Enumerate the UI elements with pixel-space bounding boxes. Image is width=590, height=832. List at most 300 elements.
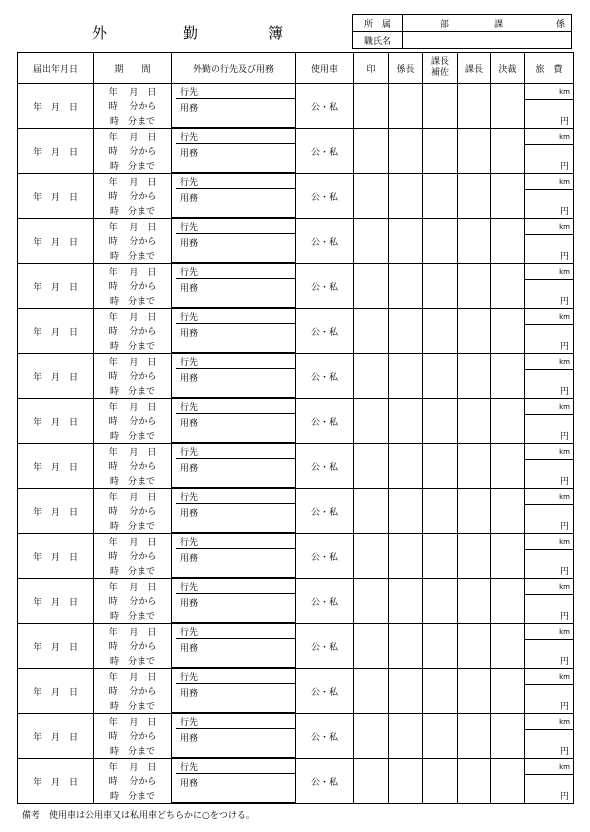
manager-cell[interactable]: [458, 714, 491, 759]
vehicle-cell[interactable]: 公・私: [296, 129, 354, 174]
period-cell[interactable]: [94, 444, 172, 489]
destination-label: 行先: [176, 174, 295, 189]
title-char-2: 勤: [183, 24, 199, 42]
purpose-label: 用務: [180, 689, 199, 699]
period-from: 時 分から: [108, 507, 157, 518]
travel-cell[interactable]: [525, 219, 574, 264]
destination-cell[interactable]: [172, 129, 296, 174]
vehicle-cell[interactable]: 公・私: [296, 84, 354, 129]
approval-cell[interactable]: [491, 264, 525, 309]
destination-label: 行先: [176, 624, 295, 639]
period-date: 年 月 日: [108, 313, 157, 324]
header-deputy: 課長補佐: [423, 53, 458, 84]
chief-cell[interactable]: [389, 219, 423, 264]
period-cell[interactable]: [94, 309, 172, 354]
seal-cell[interactable]: [354, 399, 389, 444]
manager-cell[interactable]: [458, 444, 491, 489]
yen-unit: 円: [559, 341, 569, 352]
km-unit: km: [525, 715, 573, 730]
affiliation-table: [352, 14, 572, 49]
period-from: 時 分から: [108, 327, 157, 338]
destination-cell[interactable]: [172, 84, 296, 129]
destination-cell[interactable]: [172, 489, 296, 534]
period-to: 時 分まで: [109, 386, 155, 397]
period-from: 時 分から: [108, 372, 157, 383]
deputy-cell[interactable]: [423, 624, 458, 669]
seal-cell[interactable]: [354, 219, 389, 264]
vehicle-cell[interactable]: 公・私: [296, 759, 354, 804]
period-cell[interactable]: [94, 264, 172, 309]
chief-cell[interactable]: [389, 759, 423, 804]
table-row: [18, 264, 574, 309]
km-unit: km: [525, 400, 573, 415]
approval-cell[interactable]: [491, 624, 525, 669]
table-row: [18, 219, 574, 264]
deputy-cell[interactable]: [423, 219, 458, 264]
title-char-3: 簿: [268, 24, 284, 42]
period-to: 時 分まで: [109, 701, 155, 712]
deputy-cell[interactable]: [423, 399, 458, 444]
chief-cell[interactable]: [389, 264, 423, 309]
period-date: 年 月 日: [108, 673, 157, 684]
date-cell[interactable]: 年 月 日: [18, 759, 94, 804]
table-row: [18, 759, 574, 804]
purpose-label: 用務: [180, 149, 199, 159]
km-unit: km: [525, 625, 573, 640]
purpose-label: 用務: [180, 464, 199, 474]
travel-cell[interactable]: [525, 579, 574, 624]
destination-cell[interactable]: [172, 624, 296, 669]
header-date: 届出年月日: [18, 53, 94, 84]
vehicle-cell[interactable]: 公・私: [296, 264, 354, 309]
approval-cell[interactable]: [491, 399, 525, 444]
table-row: [18, 399, 574, 444]
yen-unit: 円: [559, 791, 569, 802]
period-cell[interactable]: [94, 714, 172, 759]
travel-cell[interactable]: [525, 84, 574, 129]
manager-cell[interactable]: [458, 129, 491, 174]
destination-cell[interactable]: [172, 399, 296, 444]
destination-label: 行先: [176, 714, 295, 729]
chief-cell[interactable]: [389, 669, 423, 714]
seal-cell[interactable]: [354, 444, 389, 489]
approval-cell[interactable]: [491, 714, 525, 759]
travel-cell[interactable]: [525, 669, 574, 714]
date-cell[interactable]: 年 月 日: [18, 399, 94, 444]
date-cell[interactable]: 年 月 日: [18, 534, 94, 579]
period-cell[interactable]: [94, 129, 172, 174]
period-date: 年 月 日: [108, 538, 157, 549]
destination-cell[interactable]: [172, 174, 296, 219]
seal-cell[interactable]: [354, 489, 389, 534]
period-to: 時 分まで: [109, 476, 155, 487]
approval-cell[interactable]: [491, 219, 525, 264]
period-date: 年 月 日: [108, 178, 157, 189]
period-cell[interactable]: [94, 174, 172, 219]
period-date: 年 月 日: [108, 403, 157, 414]
purpose-label: 用務: [180, 104, 199, 114]
period-date: 年 月 日: [108, 718, 157, 729]
dept-label: 部: [403, 15, 459, 32]
yen-unit: 円: [559, 116, 569, 127]
chief-cell[interactable]: [389, 489, 423, 534]
seal-cell[interactable]: [354, 579, 389, 624]
vehicle-cell[interactable]: 公・私: [296, 489, 354, 534]
vehicle-cell[interactable]: 公・私: [296, 309, 354, 354]
deputy-cell[interactable]: [423, 489, 458, 534]
purpose-label: 用務: [180, 734, 199, 744]
period-cell[interactable]: [94, 354, 172, 399]
purpose-label: 用務: [180, 194, 199, 204]
manager-cell[interactable]: [458, 579, 491, 624]
date-cell[interactable]: 年 月 日: [18, 489, 94, 534]
destination-label: 行先: [176, 489, 295, 504]
period-cell[interactable]: [94, 669, 172, 714]
period-from: 時 分から: [108, 102, 157, 113]
chief-cell[interactable]: [389, 399, 423, 444]
period-cell[interactable]: [94, 489, 172, 534]
destination-cell[interactable]: [172, 714, 296, 759]
table-row: [18, 174, 574, 219]
unit-label: 係: [515, 15, 571, 32]
destination-cell[interactable]: [172, 534, 296, 579]
section-label: 課: [459, 15, 515, 32]
km-unit: km: [525, 85, 573, 100]
manager-cell[interactable]: [458, 309, 491, 354]
vehicle-cell[interactable]: 公・私: [296, 399, 354, 444]
period-to: 時 分まで: [109, 431, 155, 442]
period-cell[interactable]: [94, 624, 172, 669]
approval-cell[interactable]: [491, 579, 525, 624]
chief-cell[interactable]: [389, 624, 423, 669]
approval-cell[interactable]: [491, 669, 525, 714]
approval-cell[interactable]: [491, 489, 525, 534]
purpose-label: 用務: [180, 599, 199, 609]
seal-cell[interactable]: [354, 669, 389, 714]
destination-label: 行先: [176, 354, 295, 369]
approval-cell[interactable]: [491, 129, 525, 174]
chief-cell[interactable]: [389, 84, 423, 129]
seal-cell[interactable]: [354, 759, 389, 804]
header-seal: 印: [354, 53, 389, 84]
manager-cell[interactable]: [458, 174, 491, 219]
destination-label: 行先: [176, 669, 295, 684]
travel-cell[interactable]: [525, 354, 574, 399]
table-row: [18, 309, 574, 354]
period-date: 年 月 日: [108, 88, 157, 99]
vehicle-cell[interactable]: 公・私: [296, 714, 354, 759]
deputy-cell[interactable]: [423, 714, 458, 759]
period-to: 時 分まで: [109, 656, 155, 667]
km-unit: km: [525, 760, 573, 775]
date-cell[interactable]: 年 月 日: [18, 264, 94, 309]
period-to: 時 分まで: [109, 791, 155, 802]
approval-cell[interactable]: [491, 444, 525, 489]
table-row: [18, 354, 574, 399]
deputy-cell[interactable]: [423, 84, 458, 129]
deputy-cell[interactable]: [423, 309, 458, 354]
destination-label: 行先: [176, 84, 295, 99]
period-cell[interactable]: [94, 84, 172, 129]
travel-cell[interactable]: [525, 174, 574, 219]
seal-cell[interactable]: [354, 129, 389, 174]
header-manager: 課長: [458, 53, 491, 84]
seal-cell[interactable]: [354, 534, 389, 579]
approval-cell[interactable]: [491, 759, 525, 804]
yen-unit: 円: [559, 431, 569, 442]
seal-cell[interactable]: [354, 354, 389, 399]
km-unit: km: [525, 220, 573, 235]
purpose-label: 用務: [180, 554, 199, 564]
travel-cell[interactable]: [525, 264, 574, 309]
manager-cell[interactable]: [458, 219, 491, 264]
affiliation-label: 所 属: [353, 15, 403, 32]
footnote: 備考 使用車は公用車又は私用車どちらかに○をつける。: [22, 811, 255, 821]
deputy-cell[interactable]: [423, 534, 458, 579]
travel-cell[interactable]: [525, 624, 574, 669]
km-unit: km: [525, 310, 573, 325]
travel-cell[interactable]: [525, 534, 574, 579]
header-period: 期 間: [94, 53, 172, 84]
travel-cell[interactable]: [525, 759, 574, 804]
header-approval: 決裁: [491, 53, 525, 84]
chief-cell[interactable]: [389, 714, 423, 759]
travel-cell[interactable]: [525, 714, 574, 759]
title-char-1: 外: [92, 24, 108, 42]
date-cell[interactable]: 年 月 日: [18, 354, 94, 399]
manager-cell[interactable]: [458, 489, 491, 534]
period-date: 年 月 日: [108, 448, 157, 459]
km-unit: km: [525, 580, 573, 595]
yen-unit: 円: [559, 566, 569, 577]
km-unit: km: [525, 130, 573, 145]
destination-cell[interactable]: [172, 669, 296, 714]
purpose-label: 用務: [180, 644, 199, 654]
period-from: 時 分から: [108, 282, 157, 293]
km-unit: km: [525, 355, 573, 370]
yen-unit: 円: [559, 476, 569, 487]
manager-cell[interactable]: [458, 759, 491, 804]
date-cell[interactable]: 年 月 日: [18, 624, 94, 669]
purpose-label: 用務: [180, 239, 199, 249]
deputy-cell[interactable]: [423, 264, 458, 309]
seal-cell[interactable]: [354, 84, 389, 129]
deputy-cell[interactable]: [423, 759, 458, 804]
header-chief: 係長: [389, 53, 423, 84]
period-cell[interactable]: [94, 399, 172, 444]
destination-cell[interactable]: [172, 309, 296, 354]
date-cell[interactable]: 年 月 日: [18, 579, 94, 624]
chief-cell[interactable]: [389, 309, 423, 354]
destination-label: 行先: [176, 759, 295, 774]
period-cell[interactable]: [94, 759, 172, 804]
deputy-cell[interactable]: [423, 129, 458, 174]
approval-cell[interactable]: [491, 174, 525, 219]
destination-label: 行先: [176, 129, 295, 144]
table-row: [18, 579, 574, 624]
period-from: 時 分から: [108, 417, 157, 428]
date-cell[interactable]: 年 月 日: [18, 219, 94, 264]
deputy-cell[interactable]: [423, 174, 458, 219]
km-unit: km: [525, 670, 573, 685]
chief-cell[interactable]: [389, 174, 423, 219]
travel-cell[interactable]: [525, 489, 574, 534]
period-date: 年 月 日: [108, 763, 157, 774]
period-from: 時 分から: [108, 687, 157, 698]
vehicle-cell[interactable]: 公・私: [296, 354, 354, 399]
purpose-label: 用務: [180, 509, 199, 519]
km-unit: km: [525, 175, 573, 190]
date-cell[interactable]: 年 月 日: [18, 714, 94, 759]
yen-unit: 円: [559, 611, 569, 622]
date-cell[interactable]: 年 月 日: [18, 129, 94, 174]
period-to: 時 分まで: [109, 746, 155, 757]
period-cell[interactable]: [94, 579, 172, 624]
manager-cell[interactable]: [458, 669, 491, 714]
purpose-label: 用務: [180, 374, 199, 384]
vehicle-cell[interactable]: 公・私: [296, 669, 354, 714]
period-date: 年 月 日: [108, 268, 157, 279]
seal-cell[interactable]: [354, 309, 389, 354]
period-to: 時 分まで: [109, 161, 155, 172]
date-cell[interactable]: 年 月 日: [18, 444, 94, 489]
vehicle-cell[interactable]: 公・私: [296, 624, 354, 669]
table-row: [18, 714, 574, 759]
yen-unit: 円: [559, 746, 569, 757]
period-date: 年 月 日: [108, 628, 157, 639]
deputy-cell[interactable]: [423, 579, 458, 624]
manager-cell[interactable]: [458, 354, 491, 399]
period-from: 時 分から: [108, 732, 157, 743]
date-cell[interactable]: 年 月 日: [18, 669, 94, 714]
destination-cell[interactable]: [172, 444, 296, 489]
travel-cell[interactable]: [525, 309, 574, 354]
date-cell[interactable]: 年 月 日: [18, 174, 94, 219]
travel-cell[interactable]: [525, 444, 574, 489]
period-to: 時 分まで: [109, 611, 155, 622]
destination-cell[interactable]: [172, 759, 296, 804]
period-to: 時 分まで: [109, 566, 155, 577]
travel-cell[interactable]: [525, 129, 574, 174]
table-row: [18, 489, 574, 534]
vehicle-cell[interactable]: 公・私: [296, 534, 354, 579]
date-cell[interactable]: 年 月 日: [18, 84, 94, 129]
period-from: 時 分から: [108, 462, 157, 473]
vehicle-cell[interactable]: 公・私: [296, 174, 354, 219]
table-row: [18, 444, 574, 489]
seal-cell[interactable]: [354, 624, 389, 669]
date-cell[interactable]: 年 月 日: [18, 309, 94, 354]
period-date: 年 月 日: [108, 223, 157, 234]
chief-cell[interactable]: [389, 579, 423, 624]
period-from: 時 分から: [108, 237, 157, 248]
destination-label: 行先: [176, 444, 295, 459]
period-from: 時 分から: [108, 777, 157, 788]
destination-cell[interactable]: [172, 219, 296, 264]
yen-unit: 円: [559, 251, 569, 262]
destination-cell[interactable]: [172, 264, 296, 309]
period-date: 年 月 日: [108, 583, 157, 594]
period-from: 時 分から: [108, 642, 157, 653]
header-destination: 外勤の行先及び用務: [172, 53, 296, 84]
chief-cell[interactable]: [389, 129, 423, 174]
period-to: 時 分まで: [109, 521, 155, 532]
yen-unit: 円: [559, 701, 569, 712]
approval-cell[interactable]: [491, 534, 525, 579]
destination-label: 行先: [176, 309, 295, 324]
vehicle-cell[interactable]: 公・私: [296, 219, 354, 264]
header-vehicle: 使用車: [296, 53, 354, 84]
manager-cell[interactable]: [458, 534, 491, 579]
purpose-label: 用務: [180, 329, 199, 339]
purpose-label: 用務: [180, 419, 199, 429]
name-field[interactable]: [403, 32, 572, 49]
header-travel: 旅 費: [525, 53, 574, 84]
period-from: 時 分から: [108, 192, 157, 203]
destination-label: 行先: [176, 534, 295, 549]
table-row: [18, 534, 574, 579]
chief-cell[interactable]: [389, 534, 423, 579]
chief-cell[interactable]: [389, 354, 423, 399]
km-unit: km: [525, 490, 573, 505]
period-date: 年 月 日: [108, 133, 157, 144]
destination-cell[interactable]: [172, 579, 296, 624]
purpose-label: 用務: [180, 779, 199, 789]
approval-cell[interactable]: [491, 354, 525, 399]
manager-cell[interactable]: [458, 264, 491, 309]
yen-unit: 円: [559, 521, 569, 532]
table-row: [18, 129, 574, 174]
deputy-cell[interactable]: [423, 669, 458, 714]
purpose-label: 用務: [180, 284, 199, 294]
approval-cell[interactable]: [491, 84, 525, 129]
manager-cell[interactable]: [458, 84, 491, 129]
manager-cell[interactable]: [458, 399, 491, 444]
period-cell[interactable]: [94, 219, 172, 264]
yen-unit: 円: [559, 161, 569, 172]
table-row: [18, 84, 574, 129]
seal-cell[interactable]: [354, 714, 389, 759]
destination-label: 行先: [176, 264, 295, 279]
period-cell[interactable]: [94, 534, 172, 579]
chief-cell[interactable]: [389, 444, 423, 489]
manager-cell[interactable]: [458, 624, 491, 669]
table-row: [18, 669, 574, 714]
travel-cell[interactable]: [525, 399, 574, 444]
destination-cell[interactable]: [172, 354, 296, 399]
yen-unit: 円: [559, 656, 569, 667]
vehicle-cell[interactable]: 公・私: [296, 579, 354, 624]
vehicle-cell[interactable]: 公・私: [296, 444, 354, 489]
period-from: 時 分から: [108, 552, 157, 563]
deputy-cell[interactable]: [423, 354, 458, 399]
yen-unit: 円: [559, 296, 569, 307]
table-row: [18, 624, 574, 669]
destination-label: 行先: [176, 399, 295, 414]
km-unit: km: [525, 535, 573, 550]
approval-cell[interactable]: [491, 309, 525, 354]
period-to: 時 分まで: [109, 206, 155, 217]
destination-label: 行先: [176, 219, 295, 234]
deputy-cell[interactable]: [423, 444, 458, 489]
yen-unit: 円: [559, 206, 569, 217]
period-to: 時 分まで: [109, 296, 155, 307]
seal-cell[interactable]: [354, 174, 389, 219]
period-date: 年 月 日: [108, 358, 157, 369]
seal-cell[interactable]: [354, 264, 389, 309]
period-to: 時 分まで: [109, 116, 155, 127]
km-unit: km: [525, 265, 573, 280]
